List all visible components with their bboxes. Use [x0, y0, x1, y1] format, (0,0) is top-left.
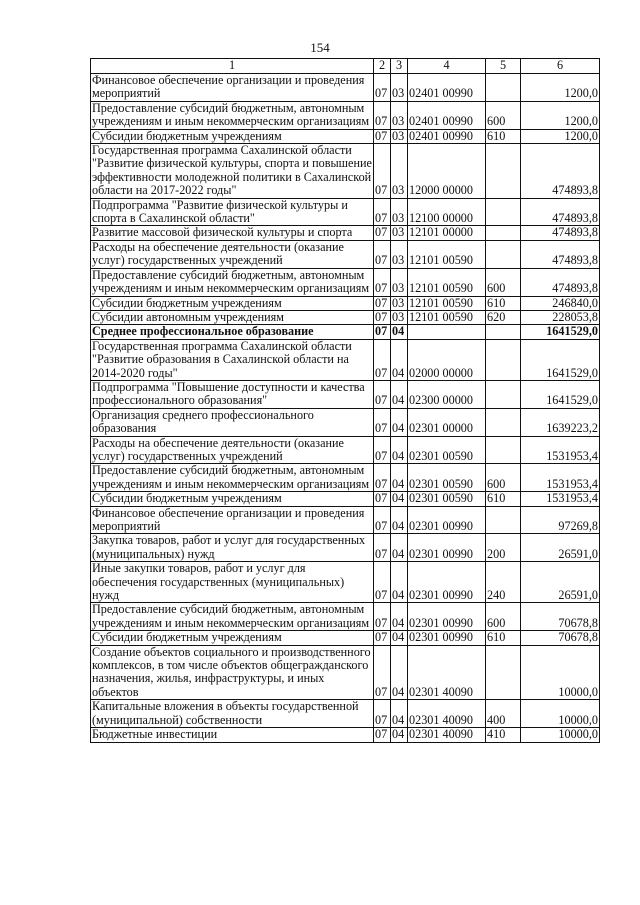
expense-type-cell: 600: [486, 603, 521, 631]
expense-type-cell: 610: [486, 296, 521, 310]
subsection-code-cell: 03: [391, 74, 408, 102]
section-code-cell: 07: [374, 645, 391, 700]
row-name-cell: Организация среднего профессионального образования: [91, 408, 374, 436]
section-code-cell: 07: [374, 144, 391, 199]
expense-type-cell: [486, 198, 521, 226]
row-name-cell: Субсидии бюджетным учреждениям: [91, 631, 374, 645]
subsection-code-cell: 03: [391, 226, 408, 240]
amount-cell: 1531953,4: [521, 436, 600, 464]
section-code-cell: 07: [374, 339, 391, 380]
subsection-code-cell: 04: [391, 408, 408, 436]
target-article-cell: 12101 00000: [408, 226, 486, 240]
expense-type-cell: [486, 408, 521, 436]
table-row: [91, 492, 600, 506]
table-row: [91, 296, 600, 310]
amount-cell: 1641529,0: [521, 325, 600, 339]
subsection-code-cell: 04: [391, 380, 408, 408]
section-code-cell: 07: [374, 74, 391, 102]
amount-cell: 1531953,4: [521, 464, 600, 492]
amount-cell: 1200,0: [521, 101, 600, 129]
expense-type-cell: [486, 74, 521, 102]
expense-type-cell: [486, 506, 521, 534]
expense-type-cell: 400: [486, 700, 521, 728]
subsection-code-cell: 04: [391, 492, 408, 506]
row-name-cell: Субсидии бюджетным учреждениям: [91, 296, 374, 310]
table-row: [91, 728, 600, 742]
row-name-cell: Финансовое обеспечение организации и проведения мероприятий: [91, 74, 374, 102]
table-row: [91, 268, 600, 296]
section-code-cell: 07: [374, 436, 391, 464]
target-article-cell: 02301 00590: [408, 436, 486, 464]
row-name-cell: Предоставление субсидий бюджетным, автономным учреждениям и иным некоммерческим организациям: [91, 603, 374, 631]
expense-type-cell: 600: [486, 268, 521, 296]
header-cell: 1: [91, 59, 374, 74]
table-row: [91, 631, 600, 645]
subsection-code-cell: 03: [391, 240, 408, 268]
table-row: [91, 562, 600, 603]
amount-cell: 10000,0: [521, 700, 600, 728]
table-row: [91, 464, 600, 492]
target-article-cell: 02301 00000: [408, 408, 486, 436]
header-cell: 6: [521, 59, 600, 74]
section-code-cell: 07: [374, 408, 391, 436]
subsection-code-cell: 04: [391, 339, 408, 380]
amount-cell: 246840,0: [521, 296, 600, 310]
table-row: [91, 129, 600, 143]
section-code-cell: 07: [374, 464, 391, 492]
target-article-cell: 02301 00590: [408, 464, 486, 492]
expense-type-cell: [486, 325, 521, 339]
row-name-cell: Бюджетные инвестиции: [91, 728, 374, 742]
table-row: [91, 144, 600, 199]
target-article-cell: 02401 00990: [408, 101, 486, 129]
row-name-cell: Среднее профессиональное образование: [91, 325, 374, 339]
subsection-code-cell: 04: [391, 631, 408, 645]
amount-cell: 97269,8: [521, 506, 600, 534]
subsection-code-cell: 03: [391, 144, 408, 199]
expense-type-cell: [486, 645, 521, 700]
table-body: [91, 74, 600, 743]
section-code-cell: 07: [374, 310, 391, 324]
amount-cell: 474893,8: [521, 144, 600, 199]
subsection-code-cell: 04: [391, 325, 408, 339]
header-cell: 5: [486, 59, 521, 74]
amount-cell: 1641529,0: [521, 339, 600, 380]
subsection-code-cell: 04: [391, 562, 408, 603]
target-article-cell: [408, 325, 486, 339]
table-row: [91, 700, 600, 728]
target-article-cell: 02301 00990: [408, 534, 486, 562]
section-code-cell: 07: [374, 603, 391, 631]
section-code-cell: 07: [374, 268, 391, 296]
row-name-cell: Создание объектов социального и производственного комплексов, в том числе объектов общегражданского назначения, жилья, инфраструктуры, и иных объектов: [91, 645, 374, 700]
section-code-cell: 07: [374, 240, 391, 268]
section-code-cell: 07: [374, 198, 391, 226]
page-number: 154: [310, 40, 330, 55]
table-row: [91, 436, 600, 464]
section-code-cell: 07: [374, 325, 391, 339]
target-article-cell: 12101 00590: [408, 296, 486, 310]
row-name-cell: Подпрограмма "Повышение доступности и качества профессионального образования": [91, 380, 374, 408]
section-code-cell: 07: [374, 506, 391, 534]
row-name-cell: Закупка товаров, работ и услуг для государственных (муниципальных) нужд: [91, 534, 374, 562]
target-article-cell: 02301 40090: [408, 728, 486, 742]
section-code-cell: 07: [374, 101, 391, 129]
amount-cell: 70678,8: [521, 631, 600, 645]
section-code-cell: 07: [374, 296, 391, 310]
row-name-cell: Развитие массовой физической культуры и спорта: [91, 226, 374, 240]
section-code-cell: 07: [374, 728, 391, 742]
target-article-cell: 12101 00590: [408, 268, 486, 296]
amount-cell: 26591,0: [521, 562, 600, 603]
target-article-cell: 12101 00590: [408, 240, 486, 268]
row-name-cell: Государственная программа Сахалинской области "Развитие образования в Сахалинской области на 2014-2020 годы": [91, 339, 374, 380]
row-name-cell: Финансовое обеспечение организации и проведения мероприятий: [91, 506, 374, 534]
target-article-cell: 02401 00990: [408, 129, 486, 143]
amount-cell: 1641529,0: [521, 380, 600, 408]
amount-cell: 10000,0: [521, 728, 600, 742]
table-row: [91, 339, 600, 380]
table-row: [91, 101, 600, 129]
header-cell: 4: [408, 59, 486, 74]
budget-table: [90, 58, 600, 743]
target-article-cell: 12100 00000: [408, 198, 486, 226]
expense-type-cell: 610: [486, 492, 521, 506]
row-name-cell: Государственная программа Сахалинской области "Развитие физической культуры, спорта и повышение эффективности молодежной политики в Сахалинской области на 2017-2022 годы": [92, 143, 372, 198]
header-cell: 2: [374, 59, 391, 74]
target-article-cell: 02000 00000: [408, 339, 486, 380]
amount-cell: 70678,8: [521, 603, 600, 631]
section-code-cell: 07: [374, 226, 391, 240]
row-name-cell: Предоставление субсидий бюджетным, автономным учреждениям и иным некоммерческим организациям: [91, 268, 374, 296]
table-row: [91, 325, 600, 339]
target-article-cell: 02301 00990: [408, 506, 486, 534]
subsection-code-cell: 04: [391, 645, 408, 700]
target-article-cell: 02301 00990: [408, 631, 486, 645]
table-row: [91, 506, 600, 534]
table-row: [91, 240, 600, 268]
row-name-cell: Подпрограмма "Развитие физической культуры и спорта в Сахалинской области": [91, 198, 374, 226]
row-name-cell: Иные закупки товаров, работ и услуг для обеспечения государственных (муниципальных) нужд: [91, 562, 374, 603]
expense-type-cell: 610: [486, 129, 521, 143]
table-row: [91, 408, 600, 436]
target-article-cell: 02300 00000: [408, 380, 486, 408]
subsection-code-cell: 03: [391, 101, 408, 129]
table-row: [91, 603, 600, 631]
expense-type-cell: 240: [486, 562, 521, 603]
row-name-cell: Капитальные вложения в объекты государственной (муниципальной) собственности: [91, 700, 374, 728]
section-code-cell: 07: [374, 562, 391, 603]
target-article-cell: 02301 40090: [408, 700, 486, 728]
subsection-code-cell: 03: [391, 129, 408, 143]
subsection-code-cell: 03: [391, 198, 408, 226]
subsection-code-cell: 03: [391, 268, 408, 296]
amount-cell: 26591,0: [521, 534, 600, 562]
section-code-cell: 07: [374, 380, 391, 408]
subsection-code-cell: 04: [391, 700, 408, 728]
table-row: [91, 534, 600, 562]
expense-type-cell: [486, 226, 521, 240]
row-name-cell: Предоставление субсидий бюджетным, автономным учреждениям и иным некоммерческим организациям: [91, 464, 374, 492]
subsection-code-cell: 04: [391, 464, 408, 492]
target-article-cell: 12101 00590: [408, 310, 486, 324]
section-code-cell: 07: [374, 631, 391, 645]
expense-type-cell: [486, 240, 521, 268]
subsection-code-cell: 04: [391, 506, 408, 534]
expense-type-cell: 410: [486, 728, 521, 742]
row-name-cell: Субсидии автономным учреждениям: [91, 310, 374, 324]
table-row: [91, 310, 600, 324]
amount-cell: 474893,8: [521, 268, 600, 296]
amount-cell: 1200,0: [521, 74, 600, 102]
amount-cell: 1200,0: [521, 129, 600, 143]
expense-type-cell: [486, 144, 521, 199]
amount-cell: 228053,8: [521, 310, 600, 324]
subsection-code-cell: 03: [391, 296, 408, 310]
amount-cell: 1531953,4: [521, 492, 600, 506]
row-name-cell: Субсидии бюджетным учреждениям: [91, 129, 374, 143]
section-code-cell: 07: [374, 492, 391, 506]
row-name-cell: Расходы на обеспечение деятельности (оказание услуг) государственных учреждений: [91, 436, 374, 464]
section-code-cell: 07: [374, 534, 391, 562]
table-row: [91, 74, 600, 102]
table-header-row: [91, 59, 600, 74]
row-name-cell: Расходы на обеспечение деятельности (оказание услуг) государственных учреждений: [91, 240, 374, 268]
expense-type-cell: 200: [486, 534, 521, 562]
target-article-cell: 02301 40090: [408, 645, 486, 700]
table-row: [91, 380, 600, 408]
target-article-cell: 02401 00990: [408, 74, 486, 102]
header-cell: 3: [391, 59, 408, 74]
expense-type-cell: 620: [486, 310, 521, 324]
target-article-cell: 02301 00990: [408, 603, 486, 631]
table-row: [91, 645, 600, 700]
subsection-code-cell: 04: [391, 728, 408, 742]
target-article-cell: 02301 00590: [408, 492, 486, 506]
subsection-code-cell: 04: [391, 603, 408, 631]
expense-type-cell: [486, 436, 521, 464]
subsection-code-cell: 04: [391, 534, 408, 562]
amount-cell: 1639223,2: [521, 408, 600, 436]
expense-type-cell: 600: [486, 101, 521, 129]
target-article-cell: 02301 00990: [408, 562, 486, 603]
amount-cell: 474893,8: [521, 240, 600, 268]
amount-cell: 474893,8: [521, 226, 600, 240]
subsection-code-cell: 04: [391, 436, 408, 464]
table-row: [91, 226, 600, 240]
target-article-cell: 12000 00000: [408, 144, 486, 199]
expense-type-cell: [486, 339, 521, 380]
subsection-code-cell: 03: [391, 310, 408, 324]
row-name-cell: Предоставление субсидий бюджетным, автономным учреждениям и иным некоммерческим организациям: [91, 101, 374, 129]
amount-cell: 474893,8: [521, 198, 600, 226]
expense-type-cell: 610: [486, 631, 521, 645]
section-code-cell: 07: [374, 129, 391, 143]
section-code-cell: 07: [374, 700, 391, 728]
expense-type-cell: [486, 380, 521, 408]
row-name-cell: Субсидии бюджетным учреждениям: [91, 492, 374, 506]
table-row: [91, 198, 600, 226]
amount-cell: 10000,0: [521, 645, 600, 700]
expense-type-cell: 600: [486, 464, 521, 492]
